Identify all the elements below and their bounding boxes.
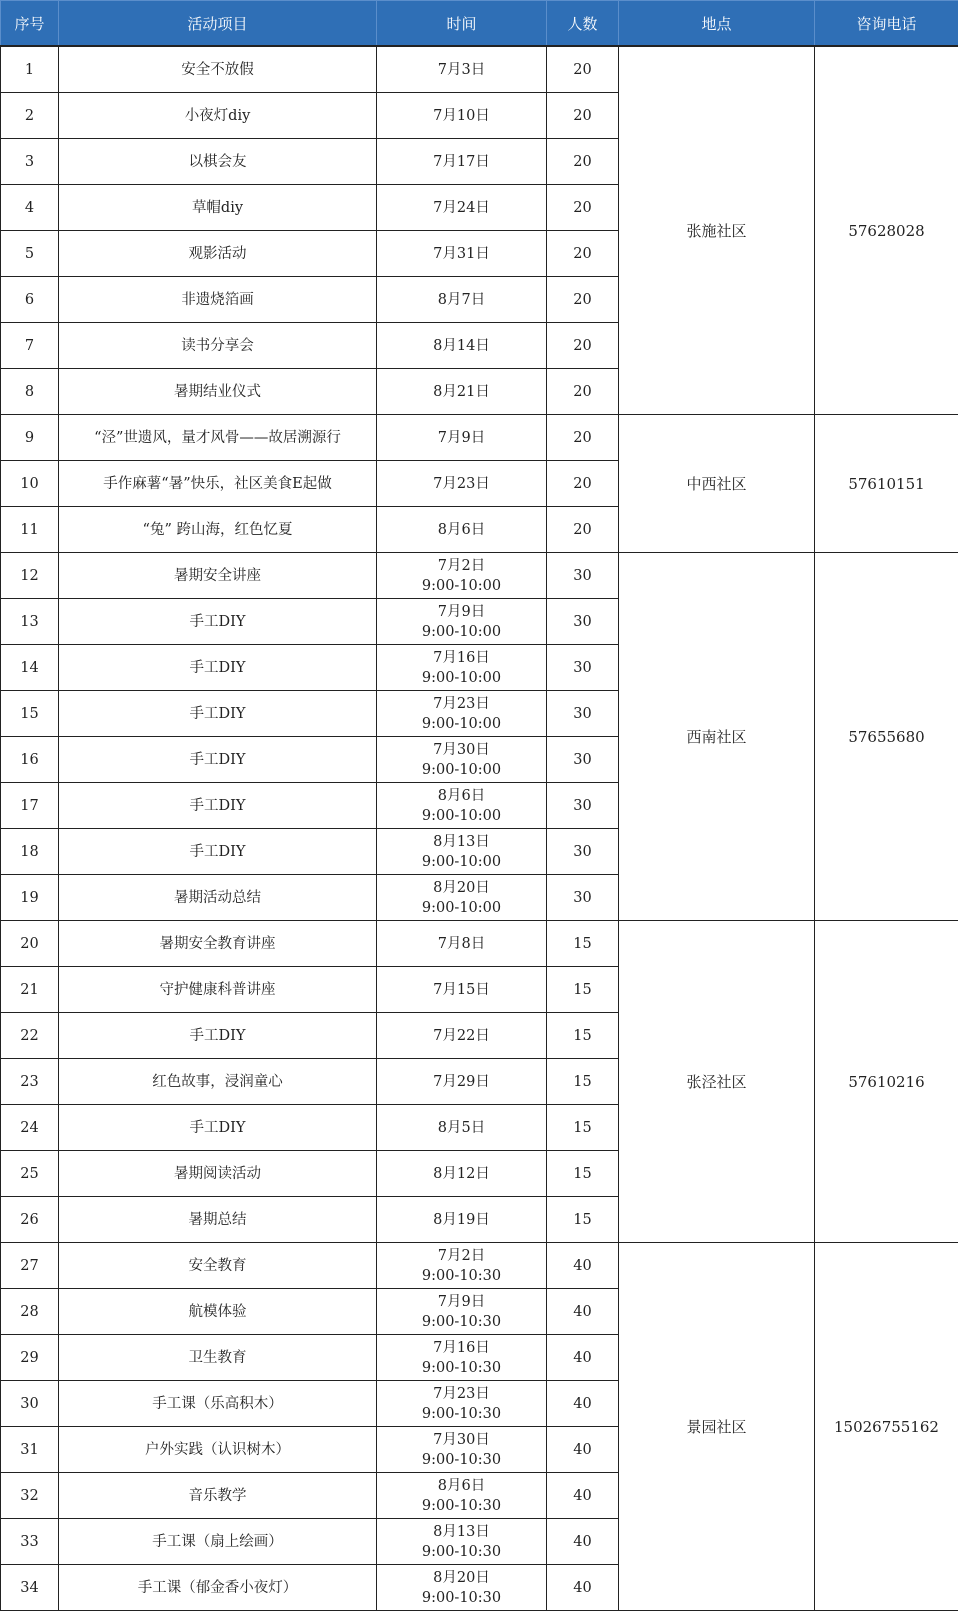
row-date: 7月2日	[437, 557, 486, 574]
row-date: 7月29日	[433, 1073, 490, 1090]
row-date: 7月10日	[433, 107, 490, 124]
group-phone: 57628028	[815, 46, 958, 415]
row-no: 31	[1, 1427, 59, 1473]
row-no: 25	[1, 1151, 59, 1197]
row-no: 15	[1, 691, 59, 737]
row-no: 27	[1, 1243, 59, 1289]
row-date: 7月17日	[433, 153, 490, 170]
row-activity: 暑期活动总结	[59, 875, 377, 921]
row-time-range: 9:00-10:30	[421, 1405, 502, 1422]
row-time-range: 9:00-10:00	[421, 807, 502, 824]
row-time	[377, 93, 547, 139]
row-activity: 以棋会友	[59, 139, 377, 185]
row-no: 16	[1, 737, 59, 783]
row-time	[377, 599, 547, 645]
row-no: 14	[1, 645, 59, 691]
row-count: 15	[547, 967, 619, 1013]
row-activity: 音乐教学	[59, 1473, 377, 1519]
table-row	[1, 921, 958, 967]
row-activity: 非遗烧箔画	[59, 277, 377, 323]
row-date: 8月6日	[437, 787, 486, 804]
row-no: 26	[1, 1197, 59, 1243]
row-time	[377, 1473, 547, 1519]
row-time-range: 9:00-10:30	[421, 1589, 502, 1606]
row-activity: 户外实践（认识树木）	[59, 1427, 377, 1473]
row-no: 11	[1, 507, 59, 553]
row-count: 40	[547, 1565, 619, 1611]
row-activity: 手作麻薯“暑”快乐，社区美食E起做	[59, 461, 377, 507]
row-time-range: 9:00-10:30	[421, 1543, 502, 1560]
row-time	[377, 1197, 547, 1243]
row-time	[377, 1565, 547, 1611]
row-date: 7月30日	[433, 741, 490, 758]
row-count: 40	[547, 1427, 619, 1473]
row-activity: 暑期安全讲座	[59, 553, 377, 599]
row-time	[377, 1427, 547, 1473]
group-phone: 57655680	[815, 553, 958, 921]
row-no: 3	[1, 139, 59, 185]
row-time-range: 9:00-10:30	[421, 1497, 502, 1514]
row-date: 8月5日	[437, 1119, 486, 1136]
row-no: 19	[1, 875, 59, 921]
row-date: 8月6日	[437, 521, 486, 538]
row-time	[377, 691, 547, 737]
group-location: 张施社区	[619, 46, 815, 415]
row-date: 7月16日	[433, 1339, 490, 1356]
row-time-range: 9:00-10:00	[421, 577, 502, 594]
group-location: 西南社区	[619, 553, 815, 921]
row-count: 40	[547, 1243, 619, 1289]
row-activity: 暑期总结	[59, 1197, 377, 1243]
row-time	[377, 231, 547, 277]
row-time	[377, 1243, 547, 1289]
row-count: 30	[547, 737, 619, 783]
row-time	[377, 1519, 547, 1565]
row-time	[377, 921, 547, 967]
row-date: 7月16日	[433, 649, 490, 666]
row-activity: 手工DIY	[59, 645, 377, 691]
row-time	[377, 277, 547, 323]
table-header-row	[1, 1, 958, 47]
row-activity: 安全不放假	[59, 46, 377, 93]
row-date: 7月31日	[433, 245, 490, 262]
group-location: 景园社区	[619, 1243, 815, 1611]
group-phone: 57610151	[815, 415, 958, 553]
row-no: 32	[1, 1473, 59, 1519]
row-count: 20	[547, 323, 619, 369]
row-count: 40	[547, 1335, 619, 1381]
row-time-range: 9:00-10:00	[421, 853, 502, 870]
row-time	[377, 553, 547, 599]
row-count: 30	[547, 599, 619, 645]
group-location: 张泾社区	[619, 921, 815, 1243]
row-time-range: 9:00-10:00	[421, 761, 502, 778]
row-activity: 读书分享会	[59, 323, 377, 369]
row-no: 12	[1, 553, 59, 599]
row-activity: “泾”世遗风，量才风骨——故居溯源行	[59, 415, 377, 461]
row-no: 29	[1, 1335, 59, 1381]
row-no: 30	[1, 1381, 59, 1427]
row-time	[377, 875, 547, 921]
row-activity: 安全教育	[59, 1243, 377, 1289]
row-time-range: 9:00-10:00	[421, 715, 502, 732]
row-time	[377, 737, 547, 783]
row-date: 8月21日	[433, 383, 490, 400]
row-date: 7月9日	[437, 1293, 486, 1310]
row-date: 7月8日	[437, 935, 486, 952]
row-date: 7月2日	[437, 1247, 486, 1264]
row-time	[377, 323, 547, 369]
row-count: 30	[547, 553, 619, 599]
row-no: 18	[1, 829, 59, 875]
row-time-range: 9:00-10:30	[421, 1313, 502, 1330]
table-body	[1, 46, 958, 1611]
row-count: 40	[547, 1519, 619, 1565]
row-time-range: 9:00-10:00	[421, 669, 502, 686]
row-activity: 手工DIY	[59, 1105, 377, 1151]
row-date: 8月7日	[437, 291, 486, 308]
row-count: 15	[547, 1105, 619, 1151]
row-date: 8月20日	[433, 1569, 490, 1586]
header-time: 时间	[377, 1, 547, 47]
row-date: 8月13日	[433, 833, 490, 850]
row-activity: 小夜灯diy	[59, 93, 377, 139]
row-date: 7月9日	[437, 603, 486, 620]
row-no: 2	[1, 93, 59, 139]
row-activity: 守护健康科普讲座	[59, 967, 377, 1013]
row-activity: 暑期安全教育讲座	[59, 921, 377, 967]
row-time	[377, 1289, 547, 1335]
row-no: 34	[1, 1565, 59, 1611]
row-date: 7月30日	[433, 1431, 490, 1448]
row-no: 5	[1, 231, 59, 277]
row-no: 1	[1, 46, 59, 93]
row-time	[377, 1381, 547, 1427]
row-activity: 手工课（乐高积木）	[59, 1381, 377, 1427]
row-count: 30	[547, 691, 619, 737]
row-date: 7月22日	[433, 1027, 490, 1044]
row-no: 33	[1, 1519, 59, 1565]
row-activity: 手工DIY	[59, 599, 377, 645]
row-time	[377, 461, 547, 507]
row-count: 30	[547, 875, 619, 921]
row-time	[377, 1059, 547, 1105]
header-no: 序号	[1, 1, 59, 47]
row-count: 20	[547, 139, 619, 185]
row-time-range: 9:00-10:30	[421, 1451, 502, 1468]
header-activity: 活动项目	[59, 1, 377, 47]
row-activity: 暑期结业仪式	[59, 369, 377, 415]
row-date: 8月19日	[433, 1211, 490, 1228]
row-time-range: 9:00-10:30	[421, 1267, 502, 1284]
row-count: 40	[547, 1473, 619, 1519]
row-date: 7月23日	[433, 475, 490, 492]
row-no: 8	[1, 369, 59, 415]
group-location: 中西社区	[619, 415, 815, 553]
header-phone: 咨询电话	[815, 1, 958, 47]
row-activity: 手工DIY	[59, 783, 377, 829]
row-count: 20	[547, 277, 619, 323]
row-count: 20	[547, 185, 619, 231]
row-activity: 草帽diy	[59, 185, 377, 231]
row-count: 20	[547, 507, 619, 553]
row-no: 24	[1, 1105, 59, 1151]
row-date: 7月23日	[433, 695, 490, 712]
row-date: 7月15日	[433, 981, 490, 998]
row-activity: 航模体验	[59, 1289, 377, 1335]
row-time	[377, 46, 547, 93]
row-no: 13	[1, 599, 59, 645]
group-phone: 57610216	[815, 921, 958, 1243]
row-count: 15	[547, 1059, 619, 1105]
row-count: 15	[547, 921, 619, 967]
row-count: 20	[547, 415, 619, 461]
row-count: 20	[547, 369, 619, 415]
header-count: 人数	[547, 1, 619, 47]
row-time-range: 9:00-10:00	[421, 899, 502, 916]
row-no: 6	[1, 277, 59, 323]
row-date: 8月14日	[433, 337, 490, 354]
row-time	[377, 1013, 547, 1059]
row-activity: 手工课（郁金香小夜灯）	[59, 1565, 377, 1611]
row-date: 7月3日	[437, 61, 486, 78]
row-no: 21	[1, 967, 59, 1013]
row-time-range: 9:00-10:00	[421, 623, 502, 640]
header-location: 地点	[619, 1, 815, 47]
row-date: 8月12日	[433, 1165, 490, 1182]
row-time	[377, 369, 547, 415]
row-count: 20	[547, 231, 619, 277]
row-no: 7	[1, 323, 59, 369]
table-row	[1, 46, 958, 93]
row-activity: 卫生教育	[59, 1335, 377, 1381]
row-count: 40	[547, 1381, 619, 1427]
row-date: 7月23日	[433, 1385, 490, 1402]
table-row	[1, 415, 958, 461]
row-time	[377, 1151, 547, 1197]
row-no: 22	[1, 1013, 59, 1059]
row-time	[377, 783, 547, 829]
row-time	[377, 185, 547, 231]
row-count: 15	[547, 1197, 619, 1243]
row-count: 20	[547, 46, 619, 93]
row-date: 7月9日	[437, 429, 486, 446]
table-row	[1, 1243, 958, 1289]
row-no: 17	[1, 783, 59, 829]
row-activity: “兔” 跨山海，红色忆夏	[59, 507, 377, 553]
row-count: 30	[547, 783, 619, 829]
row-date: 8月6日	[437, 1477, 486, 1494]
row-no: 10	[1, 461, 59, 507]
row-activity: 手工DIY	[59, 829, 377, 875]
row-time	[377, 1335, 547, 1381]
row-time	[377, 967, 547, 1013]
row-time	[377, 139, 547, 185]
row-activity: 暑期阅读活动	[59, 1151, 377, 1197]
table-row	[1, 553, 958, 599]
row-activity: 手工DIY	[59, 737, 377, 783]
row-time	[377, 829, 547, 875]
row-no: 9	[1, 415, 59, 461]
row-activity: 手工课（扇上绘画）	[59, 1519, 377, 1565]
row-date: 7月24日	[433, 199, 490, 216]
row-no: 20	[1, 921, 59, 967]
row-date: 8月20日	[433, 879, 490, 896]
row-activity: 手工DIY	[59, 1013, 377, 1059]
row-count: 40	[547, 1289, 619, 1335]
row-activity: 手工DIY	[59, 691, 377, 737]
row-time	[377, 415, 547, 461]
row-count: 20	[547, 461, 619, 507]
row-count: 20	[547, 93, 619, 139]
group-phone: 15026755162	[815, 1243, 958, 1611]
row-activity: 红色故事，浸润童心	[59, 1059, 377, 1105]
row-time	[377, 507, 547, 553]
row-activity: 观影活动	[59, 231, 377, 277]
row-no: 4	[1, 185, 59, 231]
row-no: 28	[1, 1289, 59, 1335]
row-count: 15	[547, 1013, 619, 1059]
row-time-range: 9:00-10:30	[421, 1359, 502, 1376]
row-count: 15	[547, 1151, 619, 1197]
row-count: 30	[547, 829, 619, 875]
row-time	[377, 645, 547, 691]
row-time	[377, 1105, 547, 1151]
row-date: 8月13日	[433, 1523, 490, 1540]
row-no: 23	[1, 1059, 59, 1105]
row-count: 30	[547, 645, 619, 691]
